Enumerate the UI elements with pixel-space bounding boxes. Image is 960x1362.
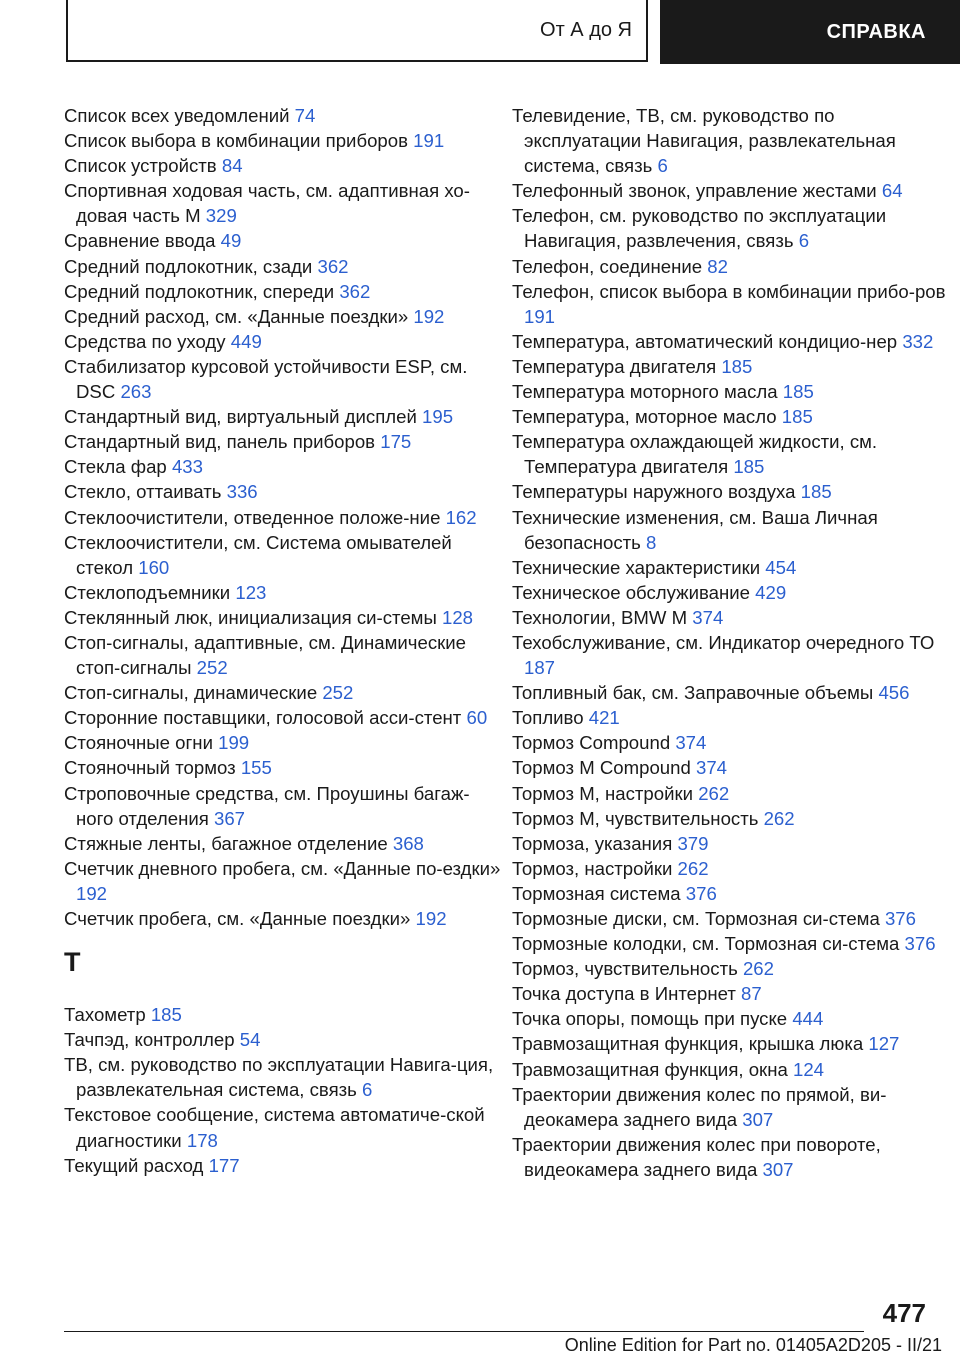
index-entry-text: Тормоз Compound [512,732,671,754]
page-reference-link[interactable]: 74 [294,105,316,126]
index-entry-text: Счетчик дневного пробега, см. «Данные по-ездки» [64,857,501,879]
page-reference-link[interactable]: 307 [762,1158,794,1180]
index-entry-text: Травмозащитная функция, крышка люка [512,1033,864,1055]
index-entry [512,555,952,580]
page-reference-link[interactable]: 429 [755,581,787,603]
category-title: СПРАВКА [826,20,926,43]
page-reference-link[interactable]: 185 [782,381,814,403]
index-entry [64,304,504,329]
page-reference-link[interactable]: 336 [226,481,258,503]
index-entry-text: Сторонние поставщики, голосовой асси-стент [64,707,462,729]
index-entry [512,479,952,504]
index-entry [512,831,952,856]
page-reference-link[interactable]: 49 [220,230,242,252]
index-entry [512,705,952,730]
page-reference-link[interactable]: 64 [881,180,903,202]
index-entry-text: Тормоз, настройки [512,857,673,879]
index-entry-text: Текстовое сообщение, система автоматиче-ской диагностики [64,1104,485,1151]
index-entry [512,806,952,831]
footer-edition: Online Edition for Part no. 01405A2D205 - II/21 [564,1335,942,1355]
index-entry-text: Список устройств [64,155,217,177]
page-reference-link[interactable]: 54 [239,1029,261,1051]
page-reference-link[interactable]: 128 [441,606,474,628]
page-reference-link[interactable]: 60 [466,707,488,729]
page-reference-link[interactable]: 374 [675,732,707,754]
index-column-right [512,103,952,1182]
index-entry-text: Тормоз, чувствительность [512,958,738,980]
index-entry-text: Температуры наружного воздуха [512,481,796,503]
index-entry [64,705,504,730]
index-entry-text: Температура моторного масла [512,381,778,403]
index-entry-text: Средний подлокотник, сзади [64,255,313,277]
page-number: 477 [882,1298,926,1328]
page-reference-link[interactable]: 82 [707,255,728,277]
page-reference-link[interactable]: 374 [692,606,724,628]
index-entry [512,781,952,806]
index-entry [512,956,952,981]
index-entry [64,730,504,755]
page-reference-link[interactable]: 454 [765,556,797,578]
page-reference-link[interactable]: 178 [186,1129,218,1151]
index-entry [512,680,952,705]
page-reference-link[interactable]: 262 [763,807,795,829]
page-reference-link[interactable]: 155 [240,757,272,779]
index-entry [512,1031,952,1056]
index-entry [64,1052,504,1102]
page-reference-link[interactable]: 6 [362,1079,373,1101]
index-entry-text: Стабилизатор курсовой устойчивости ESP, см. DSC [64,355,468,403]
index-entry-text: Строповочные средства, см. Проушины багаж-ного отделения [64,782,470,829]
index-entry [64,781,504,831]
page-reference-link[interactable]: 185 [781,406,813,428]
index-entry [512,730,952,755]
index-entry [64,228,504,253]
page-reference-link[interactable]: 187 [524,657,556,679]
index-entry-text: Температура двигателя [512,355,717,377]
index-entry [64,605,504,630]
index-entry-text: Телефон, соединение [512,255,703,277]
section-tab [66,0,648,62]
page-reference-link[interactable]: 87 [741,983,762,1005]
index-entry [64,755,504,780]
index-entry-text: Тормоз M, настройки [512,782,694,804]
index-entry-text: Тахометр [64,1004,146,1026]
index-list-s [64,103,504,931]
index-letter-heading: Т [64,947,81,978]
page-reference-link[interactable]: 185 [800,481,832,503]
index-entry [64,1002,504,1027]
index-entry-text: Стекло, оттаивать [64,481,222,503]
index-entry-text: Счетчик пробега, см. «Данные поездки» [64,908,411,929]
index-list-t-right [512,103,952,1182]
index-entry [64,254,504,279]
index-entry-text: Средний расход, см. «Данные поездки» [64,305,409,327]
page-reference-link[interactable]: 191 [524,305,556,327]
index-entry [512,1132,952,1182]
page-reference-link[interactable]: 162 [445,506,477,528]
index-entry-text: Телевидение, ТВ, см. руководство по эксплуатации Навигация, развлекательная система, связь [512,105,896,177]
index-entry-text: Температура, моторное масло [512,406,777,428]
index-entry-text: Траектории движения колес при повороте, видеокамера заднего вида [512,1133,881,1180]
index-entry-text: Спортивная ходовая часть, см. адаптивная хо-довая часть M [64,180,470,227]
page-reference-link[interactable]: 421 [588,707,620,729]
page-reference-link[interactable]: 252 [196,657,228,679]
index-entry [64,354,504,404]
index-entry-text: Стяжные ленты, багажное отделение [64,832,388,854]
index-entry [64,831,504,856]
index-entry [64,1102,504,1152]
index-entry [512,379,952,404]
index-entry-text: Стеклоочистители, отведенное положе-ние [64,506,441,528]
index-entry [512,404,952,429]
index-entry [512,906,952,931]
page-reference-link[interactable]: 6 [657,155,668,177]
index-entry-text: Сравнение ввода [64,230,216,252]
index-entry [64,128,504,153]
index-entry-text: ТВ, см. руководство по эксплуатации Навига-ция, развлекательная система, связь [64,1054,494,1101]
page-reference-link[interactable]: 449 [230,330,262,352]
index-entry-text: Температура, автоматический кондицио-нер [512,330,898,352]
index-entry-text: Температура охлаждающей жидкости, см. Температура двигателя [512,431,878,478]
index-entry [512,203,952,253]
index-entry [64,530,504,580]
page-reference-link[interactable]: 374 [695,757,728,779]
index-entry-text: Телефон, список выбора в комбинации прибо-ров [512,280,946,302]
page-reference-link[interactable]: 362 [339,280,371,302]
index-entry [512,1057,952,1082]
index-entry-text: Травмозащитная функция, окна [512,1058,788,1080]
index-entry-text: Стандартный вид, виртуальный дисплей [64,406,417,428]
page-reference-link[interactable]: 84 [221,155,243,177]
page-reference-link[interactable]: 332 [902,330,934,352]
index-entry [64,454,504,479]
page-reference-link[interactable]: 199 [218,732,250,754]
page-reference-link[interactable]: 367 [213,807,246,829]
index-entry-text: Технологии, BMW M [512,606,688,628]
index-entry-text: Технические характеристики [512,556,761,578]
index-entry [64,178,504,228]
index-entry [512,354,952,379]
index-entry [512,755,952,780]
index-entry-text: Стояночные огни [64,732,213,754]
page-reference-link[interactable]: 160 [138,556,170,578]
index-entry-text: Стояночный тормоз [64,757,236,779]
index-entry-text: Стеклянный люк, инициализация си-стемы [64,606,437,628]
index-entry-text: Тачпэд, контроллер [64,1029,235,1051]
page-reference-link[interactable]: 192 [413,305,445,327]
index-entry [512,580,952,605]
page-reference-link[interactable]: 433 [171,456,203,478]
page-reference-link[interactable]: 262 [742,958,774,980]
page-reference-link[interactable]: 444 [792,1008,824,1030]
index-entry [64,404,504,429]
page-reference-link[interactable]: 175 [380,431,412,453]
page-reference-link[interactable]: 368 [392,832,424,854]
index-entry-text: Топливо [512,707,584,729]
index-entry [64,279,504,304]
index-entry [512,605,952,630]
index-entry-text: Стеклоподъемники [64,581,231,603]
index-entry [512,1082,952,1132]
index-entry [64,1027,504,1052]
page-reference-link[interactable]: 8 [646,531,657,553]
index-entry-text: Техобслуживание, см. Индикатор очередного ТО [512,631,935,653]
page-reference-link[interactable]: 456 [878,682,910,704]
page-reference-link[interactable]: 329 [205,205,237,227]
page-reference-link[interactable]: 376 [904,933,936,955]
index-entry-text: Телефон, см. руководство по эксплуатации Навигация, развлечения, связь [512,205,887,252]
index-entry [64,479,504,504]
page-reference-link[interactable]: 185 [733,456,765,478]
page-reference-link[interactable]: 124 [792,1058,825,1080]
page-reference-link[interactable]: 262 [677,857,709,879]
page-reference-link[interactable]: 123 [235,581,267,603]
page-reference-link[interactable]: 6 [798,230,810,252]
page-reference-link[interactable]: 263 [120,381,152,403]
page-reference-link[interactable]: 362 [317,255,349,277]
index-entry [64,580,504,605]
index-entry [512,981,952,1006]
index-entry [512,505,952,555]
page-reference-link[interactable]: 127 [868,1033,900,1055]
index-entry [64,906,504,931]
index-column-left [64,103,504,1178]
page-reference-link[interactable]: 262 [698,782,730,804]
index-entry-text: Топливный бак, см. Заправочные объемы [512,682,874,704]
index-entry [512,630,952,680]
page-reference-link[interactable]: 185 [150,1004,182,1026]
index-list-t-left [64,1002,504,1178]
index-entry [64,856,504,906]
index-entry-text: Траектории движения колес по прямой, ви-деокамера заднего вида [512,1083,887,1130]
index-entry-text: Точка доступа в Интернет [512,983,736,1005]
index-entry [512,178,952,203]
index-entry [64,429,504,454]
section-title: От А до Я [540,18,632,41]
index-entry-text: Тормоза, указания [512,832,673,854]
index-entry-text: Тормоз M Compound [512,757,691,779]
index-entry [64,329,504,354]
page-reference-link[interactable]: 191 [413,130,445,152]
index-entry [64,103,504,128]
index-entry-text: Стеклоочистители, см. Система омывателей стекол [64,531,452,578]
index-entry [512,1006,952,1031]
index-entry [512,103,952,178]
page-header [0,0,960,64]
index-entry-text: Технические изменения, см. Ваша Личная безопасность [512,506,878,553]
index-entry [512,429,952,479]
index-entry [512,279,952,329]
index-entry-text: Телефонный звонок, управление жестами [512,180,877,202]
page-reference-link[interactable]: 195 [422,406,454,428]
index-entry-text: Тормозные колодки, см. Тормозная си-стема [512,933,900,955]
index-entry-text: Текущий расход [64,1154,204,1176]
index-entry [64,630,504,680]
index-entry [64,680,504,705]
index-entry [512,856,952,881]
index-entry [512,931,952,956]
page-reference-link[interactable]: 307 [742,1108,774,1130]
page-reference-link[interactable]: 376 [685,882,717,904]
page-reference-link[interactable]: 192 [415,908,447,929]
index-entry-text: Стоп-сигналы, динамические [64,682,318,704]
index-entry [64,1153,504,1178]
page-reference-link[interactable]: 192 [76,882,108,904]
index-entry-text: Стандартный вид, панель приборов [64,431,376,453]
index-entry-text: Тормозные диски, см. Тормозная си-стема [512,908,880,929]
index-entry-text: Список всех уведомлений [64,105,290,126]
index-entry-text: Тормоз M, чувствительность [512,807,759,829]
page-reference-link[interactable]: 177 [208,1154,240,1176]
index-entry [64,505,504,530]
index-entry-text: Средний подлокотник, спереди [64,280,335,302]
index-entry-text: Тормозная система [512,882,681,904]
index-entry [512,254,952,279]
index-entry [512,329,952,354]
index-entry-text: Точка опоры, помощь при пуске [512,1008,788,1030]
index-entry-text: Средства по уходу [64,330,226,352]
page-reference-link[interactable]: 379 [677,832,709,854]
index-entry-text: Стекла фар [64,456,167,478]
page-reference-link[interactable]: 185 [721,355,753,377]
index-entry-text: Список выбора в комбинации приборов [64,130,408,152]
index-entry-text: Стоп-сигналы, адаптивные, см. Динамические стоп-сигналы [64,631,466,679]
page-reference-link[interactable]: 376 [884,908,916,929]
index-entry [512,881,952,906]
index-entry [64,153,504,178]
index-entry-text: Техническое обслуживание [512,581,750,603]
page-reference-link[interactable]: 252 [322,682,354,704]
category-tab [660,0,960,64]
